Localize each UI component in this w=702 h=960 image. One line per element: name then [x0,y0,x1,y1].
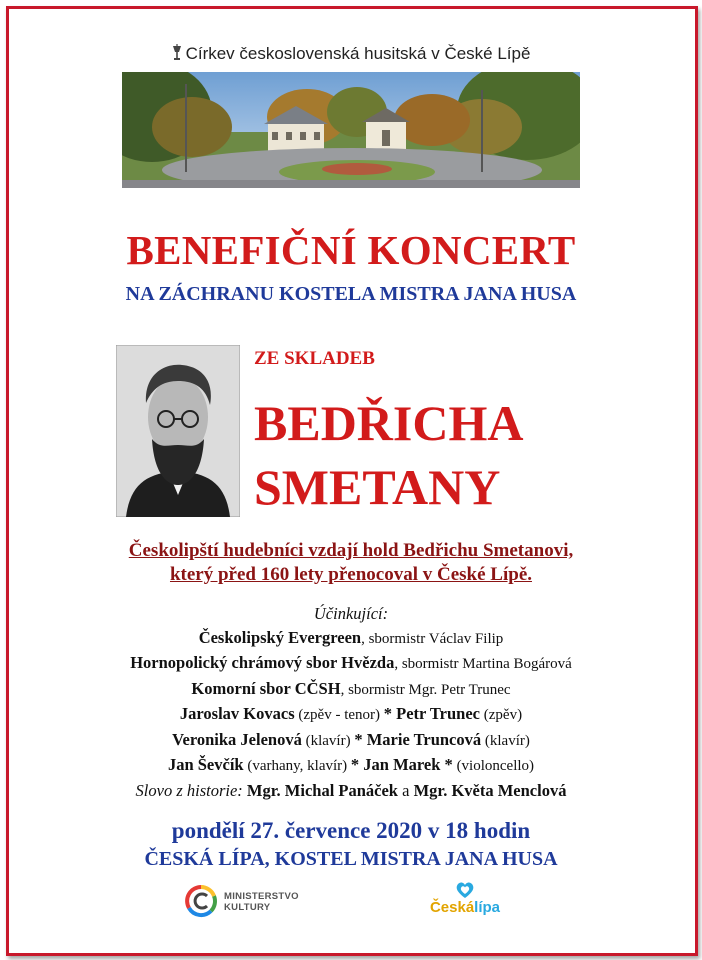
performer-row: Komorní sbor CČSH, sbormistr Mgr. Petr Trunec [191,678,511,698]
event-title: BENEFIČNÍ KONCERT [126,227,576,273]
event-subtitle: NA ZÁCHRANU KOSTELA MISTRA JANA HUSA [125,283,577,305]
event-venue: ČESKÁ LÍPA, KOSTEL MISTRA JANA HUSA [144,848,558,870]
city-logo-text-2: lípa [474,899,501,916]
organization-header [0,44,702,64]
organization-name: Církev československá husitská v České Lípě [185,44,531,63]
composer-name-first: BEDŘICHA [254,395,524,451]
tribute-line-1: Českolipští hudebníci vzdají hold Bedřichu Smetanovi, [128,540,574,561]
performer-row: Slovo z historie: Mgr. Michal Panáček a Mgr. Květa Menclová [135,780,567,800]
tribute-line-2: který před 160 lety přenocoval v České Lípě. [169,564,532,585]
from-works-label: ZE SKLADEB [254,348,375,369]
composer-portrait [116,345,240,517]
performer-row: Veronika Jelenová (klavír) * Marie Truncová (klavír) [172,729,530,749]
composer-name-last: SMETANY [254,459,501,515]
heart-icon [455,880,475,900]
ministry-logo-icon [184,884,218,918]
chalice-icon [172,44,182,62]
city-logo-text-1: Česká [429,899,475,916]
performer-row: Hornopolický chrámový sbor Hvězda, sbormistr Martina Bogárová [130,653,572,672]
performers-list [0,602,702,802]
performer-row: Jan Ševčík (varhany, klavír) * Jan Marek * (violoncello) [167,755,535,774]
ceska-lipa-logo [422,880,508,924]
ministry-of-culture-logo [184,882,324,922]
performers-heading: Účinkující: [313,604,389,623]
tribute-text [0,539,702,587]
event-date: pondělí 27. července 2020 v 18 hodin [171,818,531,843]
ministry-logo-text: MINISTERSTVO KULTURY [224,891,299,913]
church-photo [122,72,580,188]
performer-row: Českolipský Evergreen, sbormistr Václav Filip [198,627,504,647]
performer-row: Jaroslav Kovacs (zpěv - tenor) * Petr Trunec (zpěv) [179,704,523,723]
